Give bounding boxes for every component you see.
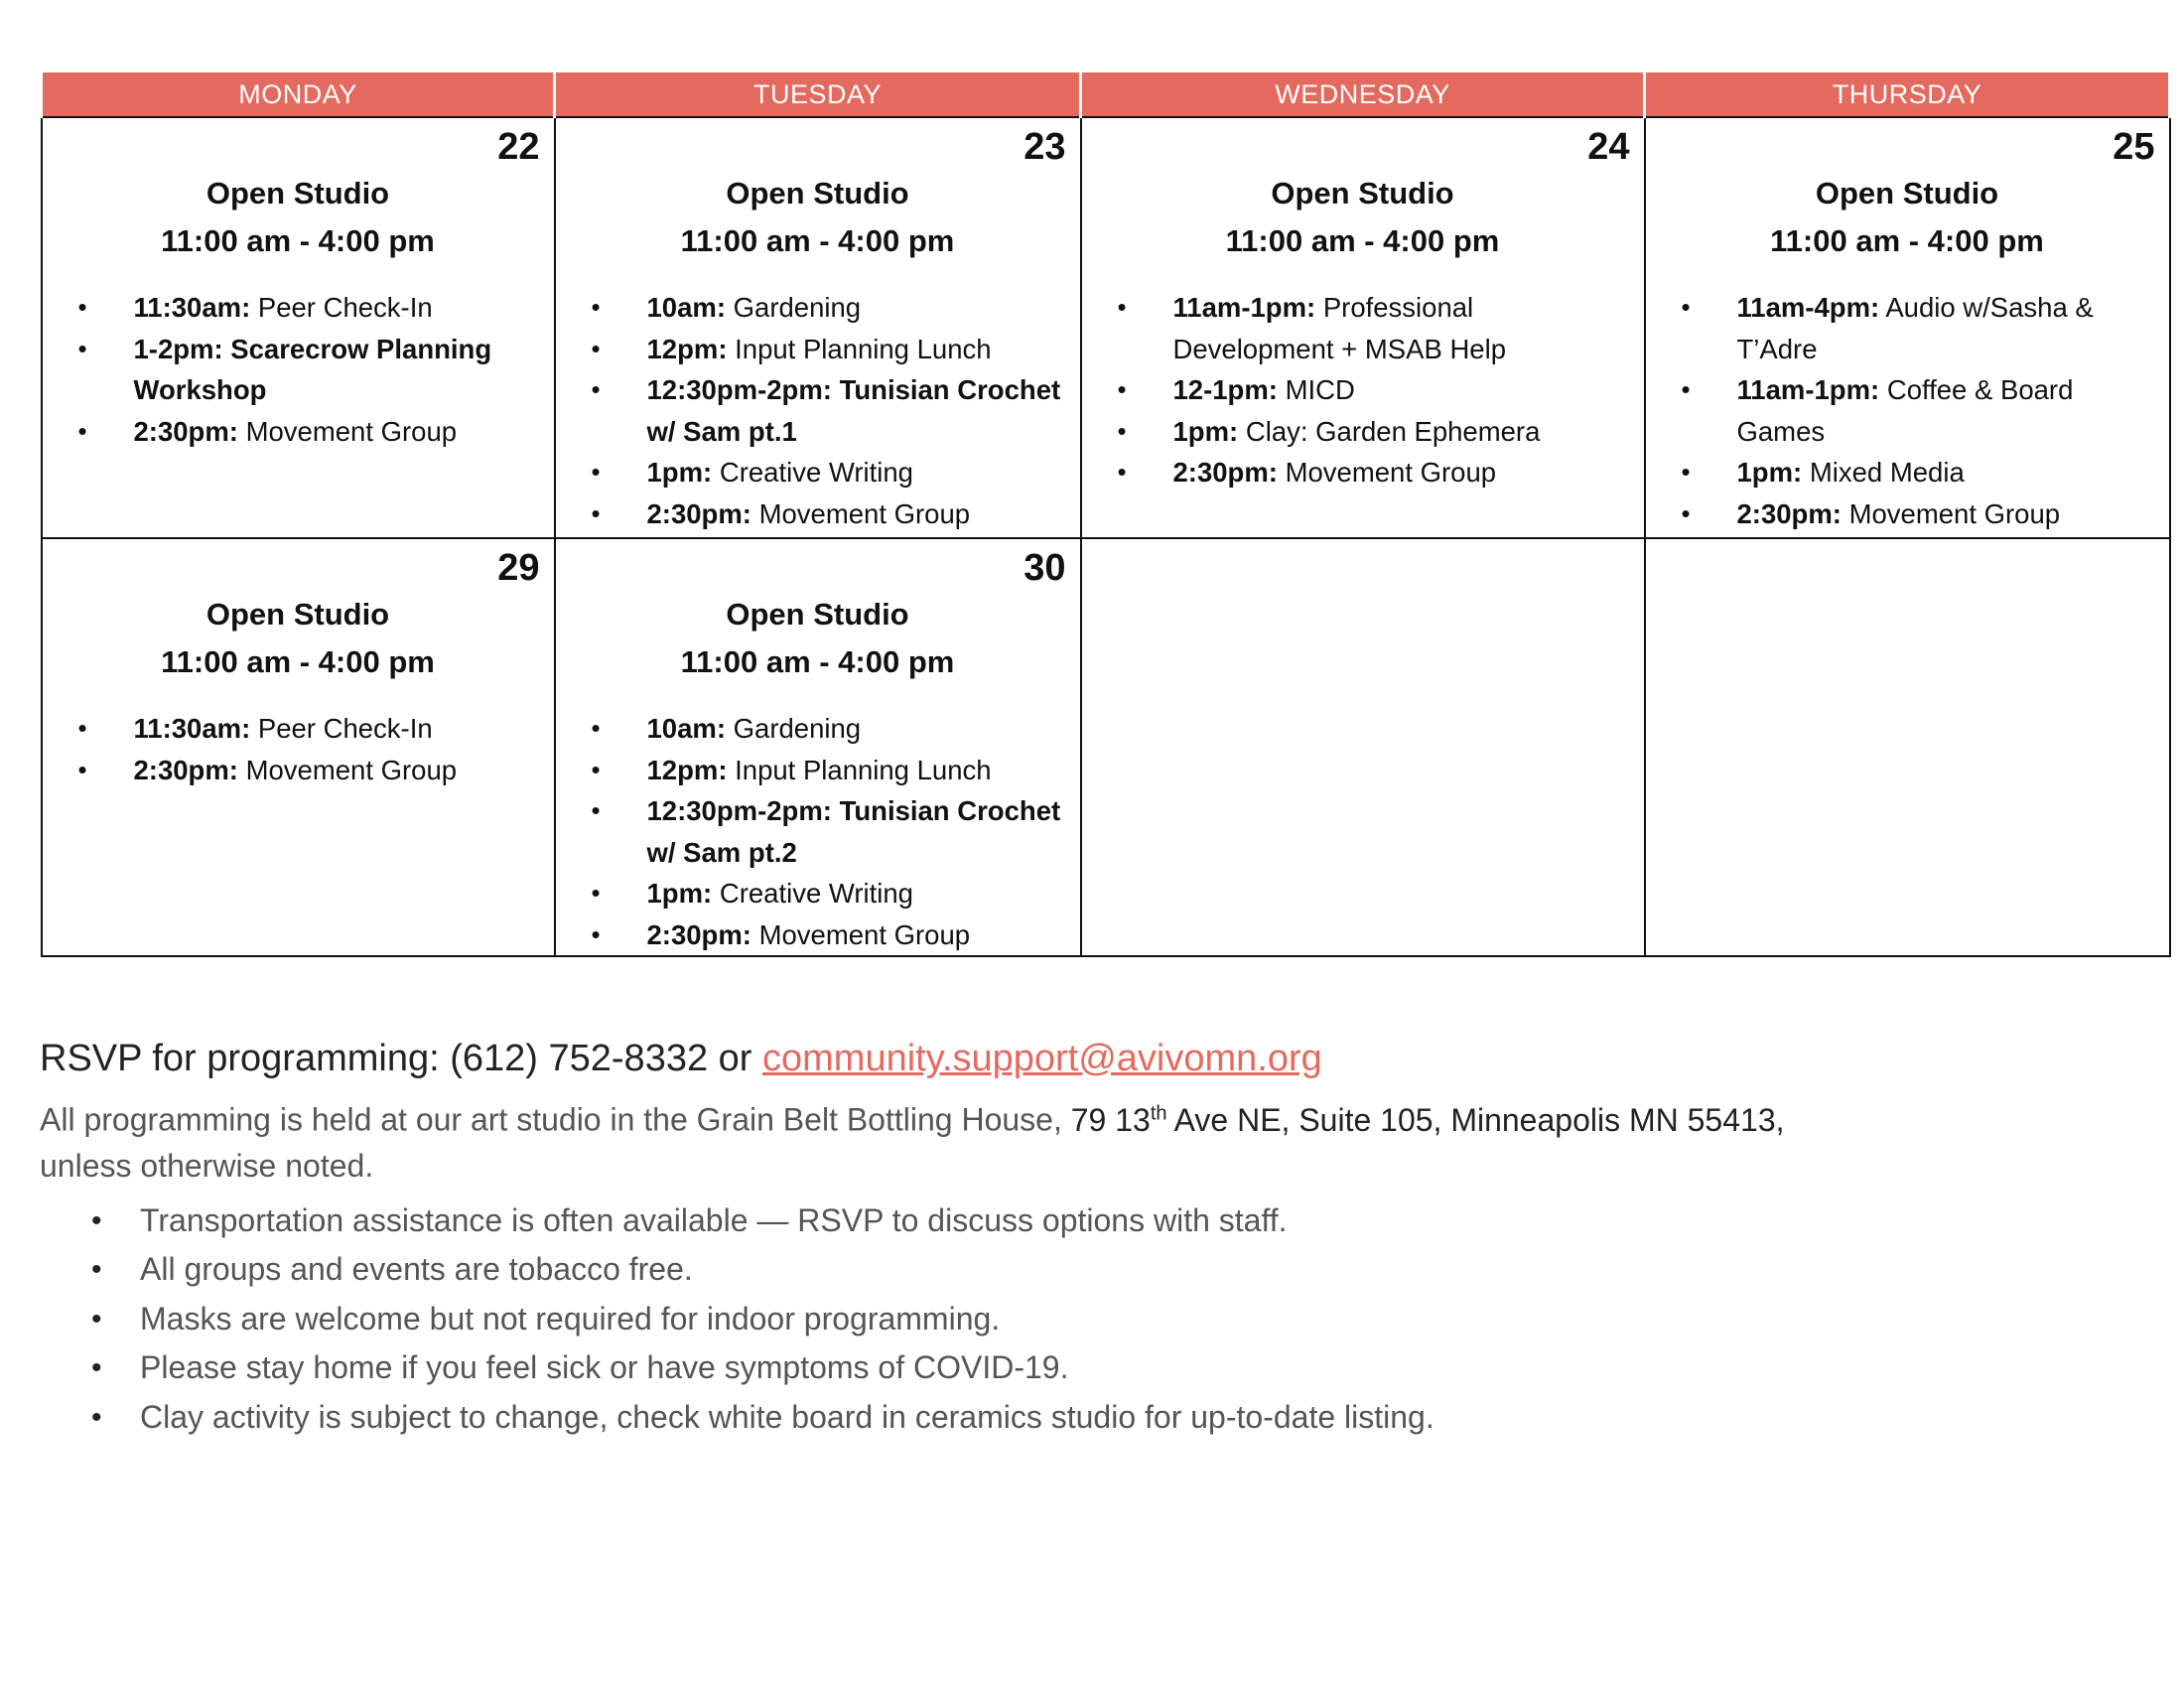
event-item	[1118, 287, 1632, 369]
event-time: 12:30pm-2pm: Tunisian Crochet w/ Sam pt.1	[646, 374, 1061, 447]
studio-hours: 11:00 am - 4:00 pm	[680, 644, 955, 679]
event-item	[592, 493, 1068, 535]
event-item	[592, 914, 1068, 956]
day-number: 22	[497, 126, 540, 168]
event-item	[592, 708, 1068, 750]
event-text: Movement Group	[758, 918, 971, 950]
event-text: Gardening	[733, 292, 862, 323]
email-link[interactable]: community.support@avivomn.org	[762, 1038, 1322, 1079]
studio-title: Open Studio	[726, 176, 909, 211]
event-text: Movement Group	[1848, 497, 2061, 529]
rsvp-text: RSVP for programming: (612) 752-8332 or	[40, 1038, 762, 1079]
open-studio-block	[43, 170, 554, 265]
note-item: • Transportation assistance is often available — RSVP to discuss options with staff.	[91, 1196, 2144, 1246]
location-text	[40, 1090, 2144, 1189]
event-text: Movement Group	[245, 754, 458, 785]
studio-title: Open Studio	[205, 176, 390, 211]
event-item	[592, 329, 1068, 370]
address-sup: th	[1150, 1102, 1167, 1124]
event-time: 2:30pm:	[133, 415, 238, 447]
address-part: 79 13	[1070, 1101, 1151, 1138]
event-list	[1082, 287, 1644, 493]
event-text: Professional Development + MSAB Help	[1172, 292, 1507, 364]
studio-title: Open Studio	[1271, 176, 1454, 211]
day-cell	[1645, 538, 2170, 956]
event-time: 12pm:	[646, 333, 728, 364]
event-time: 1pm:	[1736, 457, 1803, 488]
event-time: 2:30pm:	[1172, 457, 1278, 488]
day-cell	[555, 538, 1081, 956]
note-item: • Masks are welcome but not required for indoor programming.	[91, 1295, 2144, 1344]
day-number: 30	[1024, 547, 1066, 589]
event-text: Peer Check-In	[257, 292, 433, 323]
day-cell	[1645, 117, 2170, 538]
event-time: 2:30pm:	[646, 918, 751, 950]
event-time: 12pm:	[646, 754, 728, 785]
notes-list	[40, 1196, 2144, 1443]
open-studio-block	[1082, 170, 1644, 265]
event-list	[556, 287, 1080, 534]
week-row	[42, 117, 2170, 538]
event-item	[78, 287, 542, 329]
studio-hours: 11:00 am - 4:00 pm	[1770, 223, 2044, 258]
event-item	[78, 750, 542, 791]
footer-info	[40, 1031, 2144, 1442]
event-item	[1682, 287, 2157, 369]
event-time: 1pm:	[646, 878, 713, 909]
open-studio-block	[1646, 170, 2169, 265]
event-text: Coffee & Board Games	[1736, 374, 2074, 447]
event-item	[1118, 411, 1632, 453]
studio-hours: 11:00 am - 4:00 pm	[161, 223, 435, 258]
event-item	[592, 287, 1068, 329]
studio-hours: 11:00 am - 4:00 pm	[161, 644, 435, 679]
open-studio-block	[556, 170, 1080, 265]
studio-hours: 11:00 am - 4:00 pm	[1225, 223, 1500, 258]
event-item	[1682, 369, 2157, 452]
day-cell	[555, 117, 1081, 538]
event-time: 12-1pm:	[1172, 374, 1278, 405]
event-item	[1118, 369, 1632, 411]
event-text: Movement Group	[245, 415, 458, 447]
event-item	[592, 790, 1068, 873]
day-cell	[42, 538, 555, 956]
event-time: 10am:	[646, 292, 726, 323]
event-text: Creative Writing	[719, 457, 913, 488]
day-number: 24	[1587, 126, 1630, 168]
event-time: 11am-1pm:	[1736, 374, 1880, 405]
event-time: 2:30pm:	[133, 754, 238, 785]
week-row	[42, 538, 2170, 956]
weekday-header-row	[42, 72, 2170, 117]
event-item	[592, 452, 1068, 493]
note-item: • Clay activity is subject to change, check white board in ceramics studio for up-to-date listing.	[91, 1393, 2144, 1443]
event-text: Audio w/Sasha & T’Adre	[1736, 292, 2094, 364]
event-item	[592, 750, 1068, 791]
event-time: 12:30pm-2pm: Tunisian Crochet w/ Sam pt.2	[646, 795, 1061, 868]
studio-title: Open Studio	[1815, 176, 1999, 211]
calendar-grid	[40, 72, 2171, 957]
event-list	[43, 708, 554, 790]
event-text: Mixed Media	[1809, 457, 1965, 488]
weekday-header: TUESDAY	[555, 72, 1081, 117]
event-list	[43, 287, 554, 452]
event-list	[556, 708, 1080, 955]
event-time: 2:30pm:	[646, 497, 751, 529]
day-cell	[1081, 538, 1645, 956]
event-item	[78, 708, 542, 750]
event-time: 2:30pm:	[1736, 497, 1842, 529]
day-cell	[42, 117, 555, 538]
location-suffix: unless otherwise noted.	[40, 1147, 374, 1184]
event-time: 11:30am:	[133, 713, 251, 744]
event-time: 11am-1pm:	[1172, 292, 1316, 323]
event-text: Input Planning Lunch	[735, 754, 992, 785]
day-number: 23	[1024, 126, 1066, 168]
event-time: 11:30am:	[133, 292, 251, 323]
weekday-header: THURSDAY	[1645, 72, 2170, 117]
day-number: 29	[497, 547, 540, 589]
event-text: Movement Group	[1285, 457, 1497, 488]
note-item: • Please stay home if you feel sick or have symptoms of COVID-19.	[91, 1343, 2144, 1393]
event-time: 1pm:	[1172, 415, 1239, 447]
rsvp-line	[40, 1031, 2144, 1086]
studio-title: Open Studio	[726, 597, 909, 632]
address	[1071, 1102, 1785, 1138]
event-text: Peer Check-In	[257, 713, 433, 744]
event-item	[592, 873, 1068, 914]
open-studio-block	[556, 591, 1080, 686]
weekday-header: MONDAY	[42, 72, 555, 117]
event-time: 1pm:	[646, 457, 713, 488]
note-item: • All groups and events are tobacco free.	[91, 1245, 2144, 1295]
event-list	[1646, 287, 2169, 534]
weekday-header: WEDNESDAY	[1081, 72, 1645, 117]
event-time: 10am:	[646, 713, 726, 744]
studio-hours: 11:00 am - 4:00 pm	[680, 223, 955, 258]
event-time: 1-2pm: Scarecrow Planning Workshop	[133, 333, 492, 405]
event-item	[1118, 452, 1632, 493]
event-time: 11am-4pm:	[1736, 292, 1880, 323]
event-item	[78, 411, 542, 453]
studio-title: Open Studio	[205, 597, 390, 632]
address-part: Ave NE, Suite 105, Minneapolis MN 55413,	[1166, 1101, 1785, 1138]
day-number: 25	[2113, 126, 2155, 168]
event-text: Creative Writing	[719, 878, 913, 909]
event-text: MICD	[1285, 374, 1355, 405]
event-item	[1682, 493, 2157, 535]
day-cell	[1081, 117, 1645, 538]
event-text: Gardening	[733, 713, 862, 744]
event-item	[78, 329, 542, 411]
location-prefix: All programming is held at our art studio in the Grain Belt Bottling House,	[40, 1101, 1071, 1138]
event-text: Movement Group	[758, 497, 971, 529]
event-text: Input Planning Lunch	[735, 333, 992, 364]
event-text: Clay: Garden Ephemera	[1245, 415, 1541, 447]
event-item	[592, 369, 1068, 452]
open-studio-block	[43, 591, 554, 686]
event-item	[1682, 452, 2157, 493]
